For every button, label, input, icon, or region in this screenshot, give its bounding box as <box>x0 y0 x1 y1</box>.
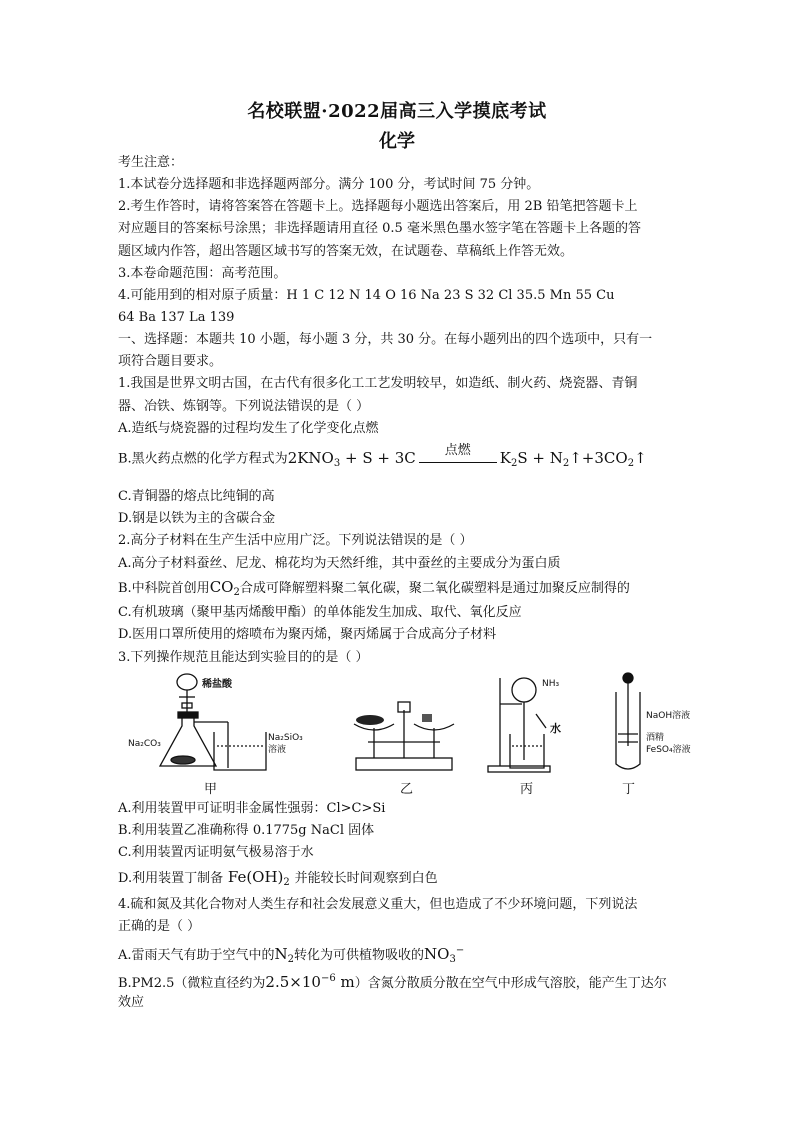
label-feso4: FeSO₄溶液 <box>646 745 691 755</box>
no3-formula: $NO_3^-$ <box>424 945 465 965</box>
q1-option-b <box>118 443 647 472</box>
label-water: 水 <box>550 722 561 735</box>
apparatus-bing <box>488 678 550 772</box>
q4-stem-a: 4.硫和氮及其化合物对人类生存和社会发展意义重大，但也造成了不少环境问题，下列说法 <box>118 897 638 912</box>
n2-formula: $N_2$ <box>274 945 295 965</box>
q4-option-b-post: ）含氮分散质分散在空气中形成气溶胶，能产生丁达尔 <box>354 976 667 991</box>
q4-option-a <box>118 943 464 968</box>
caption-yi: 乙 <box>400 782 414 797</box>
sample-pile <box>356 715 384 725</box>
q1-stem-b: 器、冶铁、炼钢等。下列说法错误的是（ ） <box>118 399 370 414</box>
q1-stem-a: 1.我国是世界文明古国，在古代有很多化工工艺发明较早，如造纸、制火药、烧瓷器、青铜 <box>118 376 638 391</box>
q3-stem: 3.下列操作规范且能达到实验目的的是（ ） <box>118 650 369 665</box>
q3-option-d-pre: D.利用装置丁制备 <box>118 871 224 886</box>
label-na2sio3: Na₂SiO₃ <box>268 733 303 743</box>
apparatus-figure <box>118 670 703 778</box>
q1-option-b-prefix: B.黑火药点燃的化学方程式为 <box>118 451 288 467</box>
q2-option-c: C.有机玻璃（聚甲基丙烯酸甲酯）的单体能发生加成、取代、氧化反应 <box>118 605 522 620</box>
q4-option-b-pre: B.PM2.5（微粒直径约为 <box>118 976 266 991</box>
apparatus-yi <box>354 702 454 770</box>
q3-option-c: C.利用装置丙证明氨气极易溶于水 <box>118 845 314 860</box>
q2-stem: 2.高分子材料在生产生活中应用广泛。下列说法错误的是（ ） <box>118 533 473 548</box>
q1-equation-reactants: $2KNO_3 + S + 3C$ <box>287 448 416 469</box>
q1-option-a: A.造纸与烧瓷器的过程均发生了化学变化点燃 <box>118 421 379 436</box>
reaction-arrow <box>419 443 497 472</box>
particle-size-formula: $2.5\times 10^{-6}$ m <box>265 973 355 991</box>
q1-equation-products: $K_2S$ + $N_2↑+3CO_2↑$ <box>499 448 647 469</box>
feoh2-formula: $Fe(OH)_2$ <box>223 868 290 888</box>
caption-ding: 丁 <box>622 782 636 797</box>
notice-item-2a: 2.考生作答时，请将答案答在答题卡上。选择题每小题选出答案后，用 2B 铅笔把答题卡上 <box>118 199 638 214</box>
q2-option-b-post: 合成可降解塑料聚二氧化碳，聚二氧化碳塑料是通过加聚反应制得的 <box>239 581 630 596</box>
section-1-line-1: 一、选择题：本题共 10 小题，每小题 3 分，共 30 分。在每小题列出的四个选项中，只有一 <box>118 332 653 347</box>
weight-block <box>422 714 432 722</box>
caption-bing: 丙 <box>520 782 534 797</box>
q4-stem-b: 正确的是（ ） <box>118 919 201 934</box>
q3-option-d <box>118 869 438 891</box>
notice-item-3: 3.本卷命题范围：高考范围。 <box>118 266 287 281</box>
q4-option-a-pre: A.雷雨天气有助于空气中的 <box>118 948 275 963</box>
q4-option-b-tail: 效应 <box>118 995 145 1010</box>
q4-option-a-post: 转化为可供植物吸收的 <box>294 948 425 963</box>
notice-item-2c: 题区域内作答，超出答题区域书写的答案无效，在试题卷、草稿纸上作答无效。 <box>118 244 574 259</box>
q3-option-d-post: 并能较长时间观察到白色 <box>294 871 438 886</box>
q2-option-d: D.医用口罩所使用的熔喷布为聚丙烯，聚丙烯属于合成高分子材料 <box>118 627 497 642</box>
label-naoh: NaOH溶液 <box>646 711 691 721</box>
q2-option-b-pre: B.中科院首创用 <box>118 581 210 596</box>
notice-item-1: 1.本试卷分选择题和非选择题两部分。满分 100 分，考试时间 75 分钟。 <box>118 177 540 192</box>
q3-option-b: B.利用装置乙准确称得 0.1775g NaCl 固体 <box>118 823 375 838</box>
notice-item-2b: 对应题目的答案标号涂黑；非选择题请用直径 0.5 毫米黑色墨水签字笔在答题卡上各题的答 <box>118 221 641 236</box>
notice-heading: 考生注意： <box>118 155 184 170</box>
label-solution: 溶液 <box>268 745 287 755</box>
section-1-line-2: 项符合题目要求。 <box>118 354 223 369</box>
q2-option-b <box>118 579 630 601</box>
reaction-condition: 点燃 <box>444 443 471 458</box>
label-nh3: NH₃ <box>542 679 560 689</box>
caption-jia: 甲 <box>204 782 218 797</box>
q1-option-d: D.钢是以铁为主的含碳合金 <box>118 511 276 526</box>
exam-title: 名校联盟·2022届高三入学摸底考试 <box>247 101 547 122</box>
label-alcohol: 酒精 <box>646 733 665 743</box>
q4-option-b <box>118 971 667 992</box>
subject-title: 化学 <box>379 131 415 152</box>
notice-item-4a: 4.可能用到的相对原子质量：H 1 C 12 N 14 O 16 Na 23 S 32 Cl 35.5 Mn 55 Cu <box>118 288 615 303</box>
q1-option-c: C.青铜器的熔点比纯铜的高 <box>118 489 275 504</box>
apparatus-ding <box>616 673 640 769</box>
notice-item-4b: 64 Ba 137 La 139 <box>118 310 235 325</box>
label-na2co3: Na₂CO₃ <box>128 739 161 749</box>
label-hcl: 稀盐酸 <box>202 679 232 690</box>
q2-option-a: A.高分子材料蚕丝、尼龙、棉花均为天然纤维，其中蚕丝的主要成分为蛋白质 <box>118 556 561 571</box>
co2-formula: $CO_2$ <box>209 578 240 598</box>
q3-option-a: A.利用装置甲可证明非金属性强弱：Cl>C>Si <box>118 801 386 816</box>
